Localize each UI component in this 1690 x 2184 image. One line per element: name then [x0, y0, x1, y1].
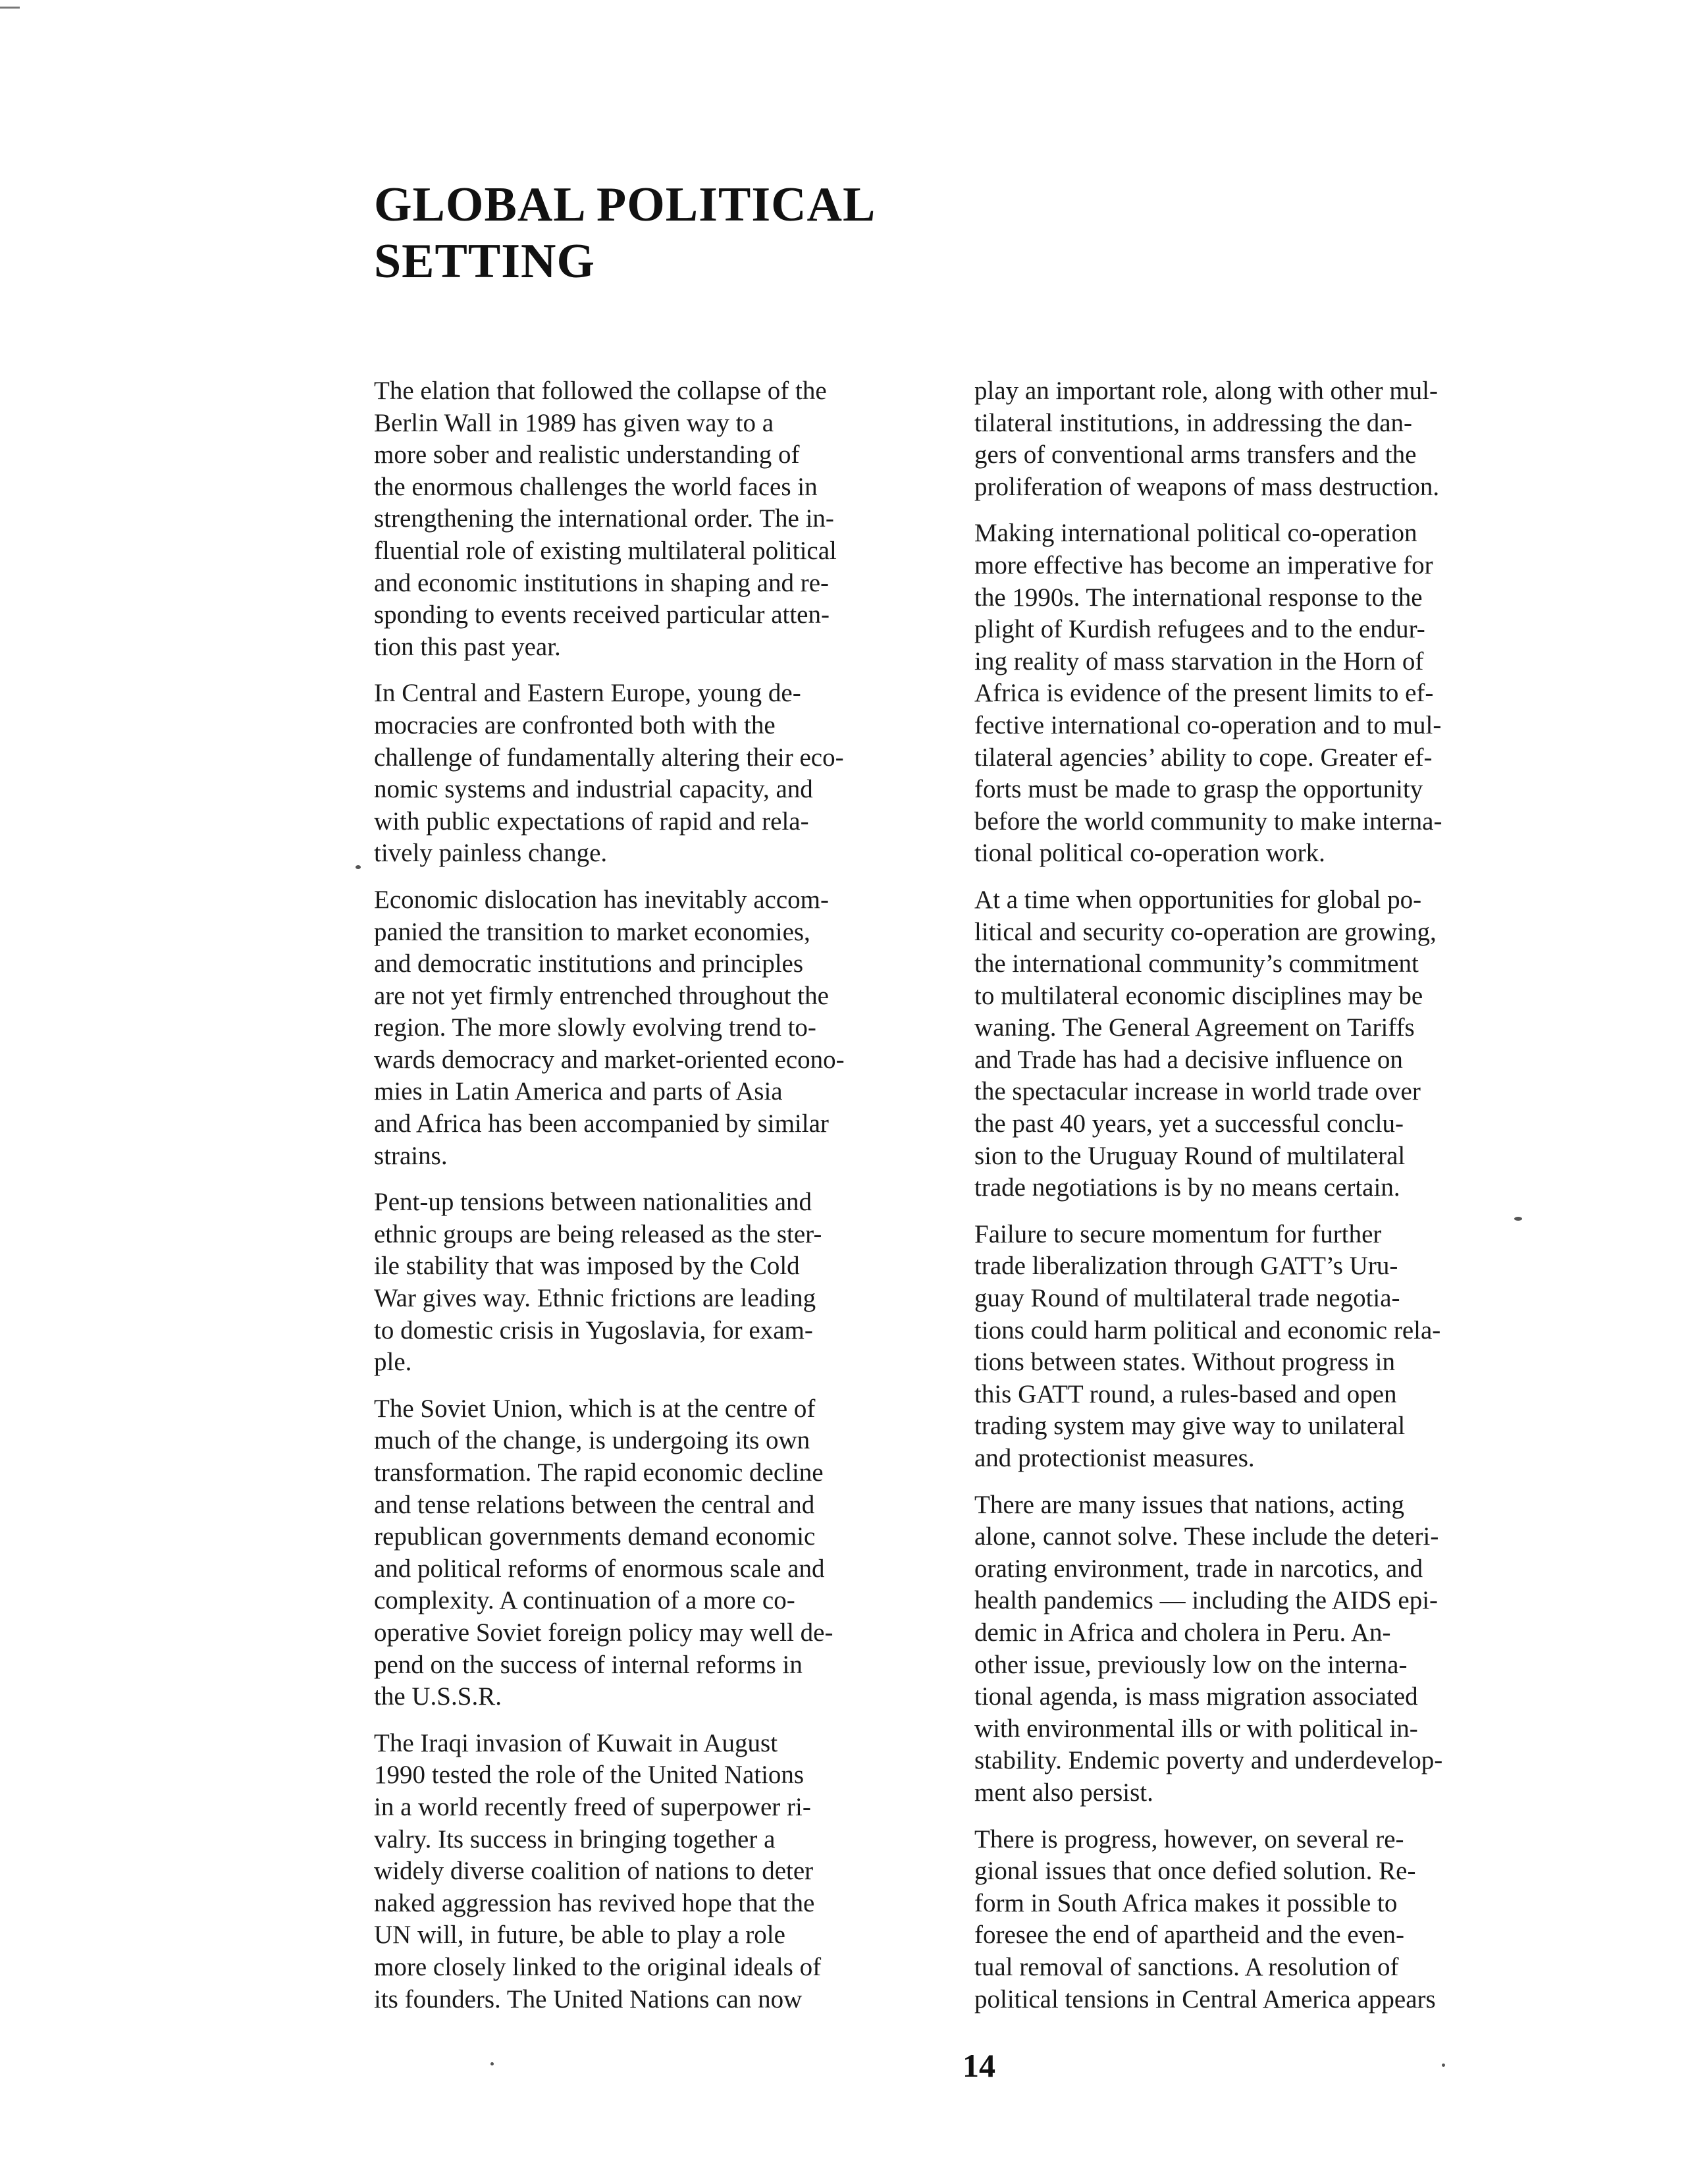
text-line: tual removal of sanctions. A resolution of	[974, 1952, 1399, 1981]
text-line: The elation that followed the collapse of the	[374, 377, 827, 405]
text-line: the past 40 years, yet a successful conclu-	[974, 1109, 1404, 1138]
text-line: mies in Latin America and parts of Asia	[374, 1077, 783, 1106]
text-line: guay Round of multilateral trade negotia-	[974, 1284, 1400, 1313]
left-text-column	[374, 375, 901, 2030]
text-line: There is progress, however, on several re-	[974, 1824, 1404, 1853]
text-line: and political reforms of enormous scale and	[374, 1554, 825, 1583]
text-line: sion to the Uruguay Round of multilateral	[974, 1141, 1406, 1170]
paragraph	[974, 1489, 1501, 1809]
text-line: form in South Africa makes it possible to	[974, 1888, 1398, 1917]
text-line: trade liberalization through GATT’s Uru-	[974, 1252, 1398, 1281]
text-line: tion this past year.	[374, 632, 561, 661]
paragraph	[374, 678, 901, 870]
text-line: gers of conventional arms transfers and the	[974, 440, 1417, 469]
paragraph	[974, 375, 1501, 503]
text-line: and Trade has had a decisive influence on	[974, 1045, 1403, 1074]
text-line: with public expectations of rapid and rela-	[374, 807, 809, 836]
paragraph	[974, 1219, 1501, 1475]
text-line: In Central and Eastern Europe, young de-	[374, 679, 801, 708]
text-line: the spectacular increase in world trade over	[974, 1077, 1421, 1106]
text-line: pend on the success of internal reforms in	[374, 1650, 803, 1679]
text-line: with environmental ills or with political in-	[974, 1714, 1418, 1743]
text-line: trading system may give way to unilateral	[974, 1412, 1406, 1441]
text-line: forts must be made to grasp the opportunity	[974, 775, 1423, 804]
text-line: stability. Endemic poverty and underdevelop-	[974, 1746, 1443, 1775]
text-line: ile stability that was imposed by the Cold	[374, 1252, 800, 1281]
text-line: the international community’s commitment	[974, 949, 1419, 978]
title-line: GLOBAL POLITICAL	[374, 178, 876, 232]
text-line: fective international co-operation and to mul-	[974, 710, 1442, 739]
text-line: valry. Its success in bringing together a	[374, 1824, 776, 1853]
text-line: ing reality of mass starvation in the Horn of	[974, 647, 1424, 676]
text-line: the enormous challenges the world faces in	[374, 472, 818, 501]
text-line: nomic systems and industrial capacity, and	[374, 775, 813, 804]
scan-speck	[490, 2062, 494, 2065]
text-line: and protectionist measures.	[974, 1444, 1255, 1472]
text-line: political tensions in Central America appears	[974, 1984, 1436, 2013]
text-line: wards democracy and market-oriented econo-	[374, 1045, 845, 1074]
text-line: the 1990s. The international response to the	[974, 583, 1423, 612]
text-line: in a world recently freed of superpower ri-	[374, 1792, 811, 1821]
text-line: tional political co-operation work.	[974, 839, 1325, 868]
text-line: tions between states. Without progress in	[974, 1348, 1395, 1377]
text-line: to domestic crisis in Yugoslavia, for exam-	[374, 1316, 813, 1345]
text-line: sponding to events received particular atten-	[374, 600, 830, 629]
text-line: tilateral institutions, in addressing the dan-	[974, 408, 1413, 437]
text-line: trade negotiations is by no means certain.	[974, 1173, 1400, 1202]
scan-artifact	[0, 7, 20, 9]
text-line: foresee the end of apartheid and the even-	[974, 1921, 1404, 1950]
text-line: demic in Africa and cholera in Peru. An-	[974, 1618, 1391, 1647]
text-line: to multilateral economic disciplines may be	[974, 981, 1423, 1010]
text-line: There are many issues that nations, acting	[974, 1490, 1405, 1519]
text-line: panied the transition to market economies,	[374, 917, 810, 946]
text-line: health pandemics — including the AIDS epi-	[974, 1586, 1439, 1615]
text-line: before the world community to make interna-	[974, 807, 1442, 836]
paragraph	[974, 518, 1501, 870]
text-line: fluential role of existing multilateral political	[374, 536, 837, 565]
text-line: tively painless change.	[374, 839, 608, 868]
text-line: challenge of fundamentally altering their eco-	[374, 743, 844, 772]
text-line: ethnic groups are being released as the ster-	[374, 1219, 822, 1248]
text-line: ment also persist.	[974, 1778, 1153, 1807]
text-line: more effective has become an imperative for	[974, 550, 1433, 579]
paragraph	[374, 884, 901, 1172]
text-line: Africa is evidence of the present limits to ef-	[974, 679, 1434, 708]
text-line: much of the change, is undergoing its own	[374, 1426, 810, 1455]
paragraph	[974, 1824, 1501, 2016]
scan-speck	[1442, 2064, 1445, 2067]
text-line: orating environment, trade in narcotics, and	[974, 1554, 1423, 1583]
text-line: War gives way. Ethnic frictions are leading	[374, 1284, 816, 1313]
text-line: more closely linked to the original ideals of	[374, 1952, 822, 1981]
text-line: are not yet firmly entrenched throughout the	[374, 981, 829, 1010]
text-line: tions could harm political and economic rela-	[974, 1316, 1441, 1345]
text-line: the U.S.S.R.	[374, 1682, 502, 1711]
text-line: more sober and realistic understanding of	[374, 440, 800, 469]
text-line: 1990 tested the role of the United Nations	[374, 1761, 805, 1790]
text-line: complexity. A continuation of a more co-	[374, 1586, 795, 1615]
page-title	[374, 176, 876, 290]
text-line: its founders. The United Nations can now	[374, 1984, 803, 2013]
text-line: UN will, in future, be able to play a role	[374, 1921, 785, 1950]
paragraph	[374, 1728, 901, 2015]
text-line: naked aggression has revived hope that the	[374, 1888, 815, 1917]
text-line: At a time when opportunities for global po-	[974, 885, 1422, 914]
paragraph	[374, 375, 901, 663]
text-line: The Iraqi invasion of Kuwait in August	[374, 1728, 778, 1757]
text-line: republican governments demand economic	[374, 1522, 816, 1551]
text-line: strains.	[374, 1141, 448, 1170]
text-line: and economic institutions in shaping and re-	[374, 568, 830, 597]
text-line: ple.	[374, 1348, 412, 1377]
paragraph	[374, 1393, 901, 1713]
text-line: and Africa has been accompanied by similar	[374, 1109, 829, 1138]
text-line: and democratic institutions and principles	[374, 949, 804, 978]
text-line: Failure to secure momentum for further	[974, 1219, 1382, 1248]
title-line: SETTING	[374, 234, 596, 288]
text-line: Berlin Wall in 1989 has given way to a	[374, 408, 774, 437]
text-line: this GATT round, a rules-based and open	[974, 1379, 1397, 1408]
scan-speck	[1514, 1217, 1522, 1221]
text-line: mocracies are confronted both with the	[374, 710, 776, 739]
text-line: gional issues that once defied solution. Re-	[974, 1857, 1416, 1886]
text-line: litical and security co-operation are growing,	[974, 917, 1437, 946]
text-line: tilateral agencies’ ability to cope. Greater ef-	[974, 743, 1433, 772]
right-text-column	[974, 375, 1501, 2030]
text-line: alone, cannot solve. These include the deteri-	[974, 1522, 1439, 1551]
paragraph	[374, 1186, 901, 1379]
text-line: waning. The General Agreement on Tariffs	[974, 1013, 1415, 1042]
text-line: region. The more slowly evolving trend to-	[374, 1013, 816, 1042]
text-line: The Soviet Union, which is at the centre of	[374, 1394, 816, 1423]
text-line: widely diverse coalition of nations to deter	[374, 1857, 814, 1886]
text-line: Making international political co-operation	[974, 519, 1417, 548]
text-line: strengthening the international order. The in-	[374, 504, 834, 533]
page-number: 14	[963, 2047, 995, 2084]
text-line: proliferation of weapons of mass destruction.	[974, 472, 1440, 501]
text-line: and tense relations between the central and	[374, 1490, 815, 1519]
paragraph	[974, 884, 1501, 1204]
text-line: operative Soviet foreign policy may well de-	[374, 1618, 833, 1647]
text-line: Economic dislocation has inevitably accom-	[374, 885, 829, 914]
text-line: tional agenda, is mass migration associated	[974, 1682, 1418, 1711]
text-line: other issue, previously low on the interna-	[974, 1650, 1408, 1679]
text-line: transformation. The rapid economic decline	[374, 1458, 824, 1487]
text-line: plight of Kurdish refugees and to the endur-	[974, 615, 1425, 644]
text-line: Pent-up tensions between nationalities and	[374, 1188, 812, 1217]
text-line: play an important role, along with other mul-	[974, 377, 1438, 405]
scan-speck	[356, 865, 361, 869]
